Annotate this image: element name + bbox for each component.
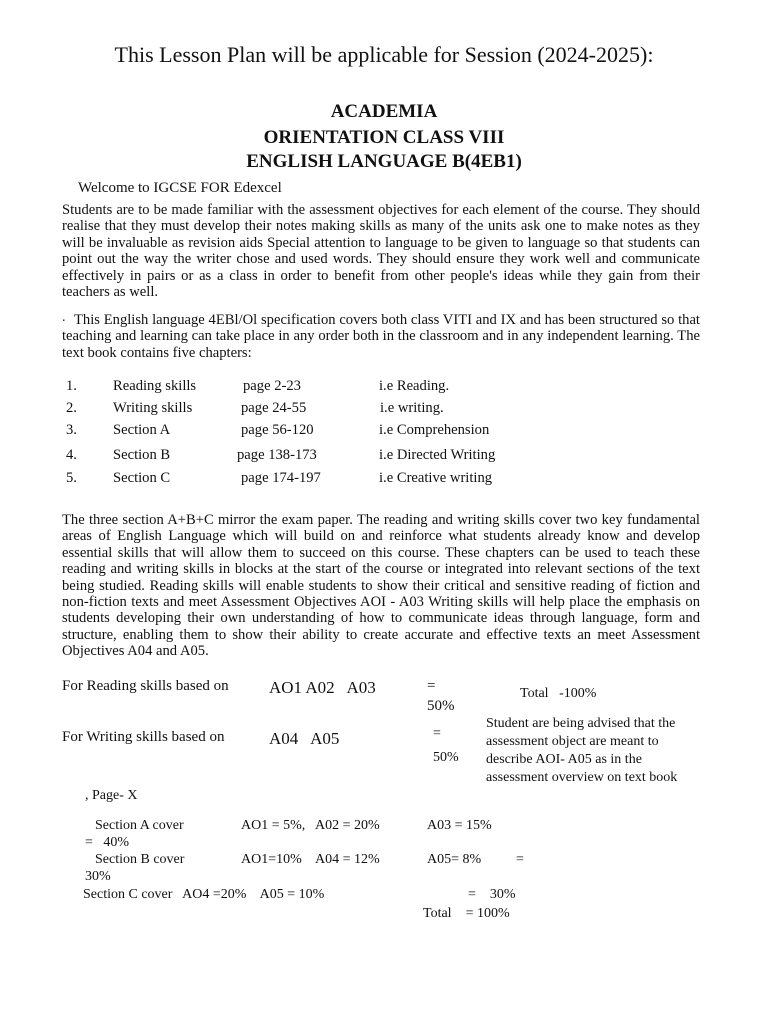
chapter-number: 2. [66,400,77,416]
reading-equals: = [427,678,436,694]
chapter-row [0,378,768,398]
total-line: Total -100% [520,686,597,701]
chapter-name: Section B [113,447,171,463]
page-reference: , Page- X [85,788,138,803]
chapter-number: 1. [66,378,77,394]
chapter-ie: i.e Comprehension [379,422,490,438]
chapter-ie: i.e writing. [380,400,444,416]
section-a-label: Section A cover [95,818,184,833]
section-c-label: Section C cover AO4 =20% A05 = 10% [83,887,325,902]
reading-percent: 50% [427,698,455,714]
advisory-line: assessment overview on text book [486,770,678,785]
writing-label: For Writing skills based on [62,729,225,745]
section-b-label: Section B cover [95,852,185,867]
chapter-number: 5. [66,470,77,486]
section-b-last: A05= 8% [427,852,482,867]
section-c-result: = 30% [468,887,516,902]
chapter-number: 4. [66,447,77,463]
section-b-result: 30% [85,869,111,884]
advisory-line: describe AOI- A05 as in the [486,752,642,767]
chapter-number: 3. [66,422,77,438]
section-a-last: A03 = 15% [427,818,492,833]
section-a-parts: AO1 = 5%, A02 = 20% [241,818,380,833]
writing-equals: = [433,726,441,741]
section-b-parts: AO1=10% A04 = 12% [241,852,380,867]
chapter-pages: page 174-197 [241,470,321,486]
intro-paragraph: Students are to be made familiar with the assessment objectives for each element of the course. They should realise that they must develop their notes making skills as many of the units ask one to make notes as they will be invaluable as revision aids Special attention to language to be given to language so that students can point out the way the writer chose and used words. They should ensure they work well and communicate effectively in pairs or as a class in order to benefit from other people's ideas while they gain from their teachers as well. [62,202,700,301]
heading-class: ORIENTATION CLASS VIII [263,127,505,148]
writing-percent: 50% [433,750,459,765]
chapter-name: Section A [113,422,171,438]
chapter-name: Writing skills [113,400,193,416]
spec-paragraph: This English language 4EBl/Ol specification covers both class VITI and IX and has been structured so that teaching and learning can take place in any order both in the classroom and in any independent learning. The text book contains five chapters: [62,312,700,361]
chapter-pages: page 56-120 [241,422,314,438]
heading-school: ACADEMIA [330,101,438,122]
chapter-ie: i.e Reading. [379,378,450,394]
heading-subject: ENGLISH LANGUAGE B(4EB1) [246,151,522,172]
writing-objectives: A04 A05 [269,729,340,748]
chapter-row [0,470,768,490]
chapter-row [0,400,768,420]
chapter-ie: i.e Creative writing [379,470,493,486]
spec-mark: . [62,310,66,325]
section-b-equals: = [516,852,524,867]
chapter-pages: page 2-23 [243,378,301,394]
chapter-name: Reading skills [113,378,197,394]
sections-paragraph: The three section A+B+C mirror the exam paper. The reading and writing skills cover two key fundamental areas of English Language which will build on and reinforce what students already know and develop essential skills that will allow them to succeed on this course. These chapters can be used to teach these reading and writing skills in blocks at the start of the course or integrated into relevant sections of the text being studied. Reading skills will enable students to show their critical and sensitive reading of fiction and non-fiction texts and meet Assessment Objectives AOI - A03 Writing skills will help place the emphasis on students developing their own understanding of how to communicate ideas through language, form and structure, enabling them to show their ability to create accurate and effective texts an meet Assessment Objectives A04 and A05. [62,512,700,660]
session-title: This Lesson Plan will be applicable for Session (2024-2025): [114,42,654,67]
reading-objectives: AO1 A02 A03 [269,678,376,697]
chapter-row [0,447,768,467]
grand-total: Total = 100% [423,906,510,921]
advisory-line: assessment object are meant to [486,734,659,749]
chapter-row [0,422,768,442]
chapter-name: Section C [113,470,171,486]
reading-label: For Reading skills based on [62,678,229,694]
section-a-result: = 40% [85,835,130,850]
chapter-ie: i.e Directed Writing [379,447,496,463]
chapter-pages: page 24-55 [241,400,307,416]
advisory-line: Student are being advised that the [486,716,676,731]
chapter-pages: page 138-173 [237,447,317,463]
welcome-text: Welcome to IGCSE FOR Edexcel [78,180,282,196]
